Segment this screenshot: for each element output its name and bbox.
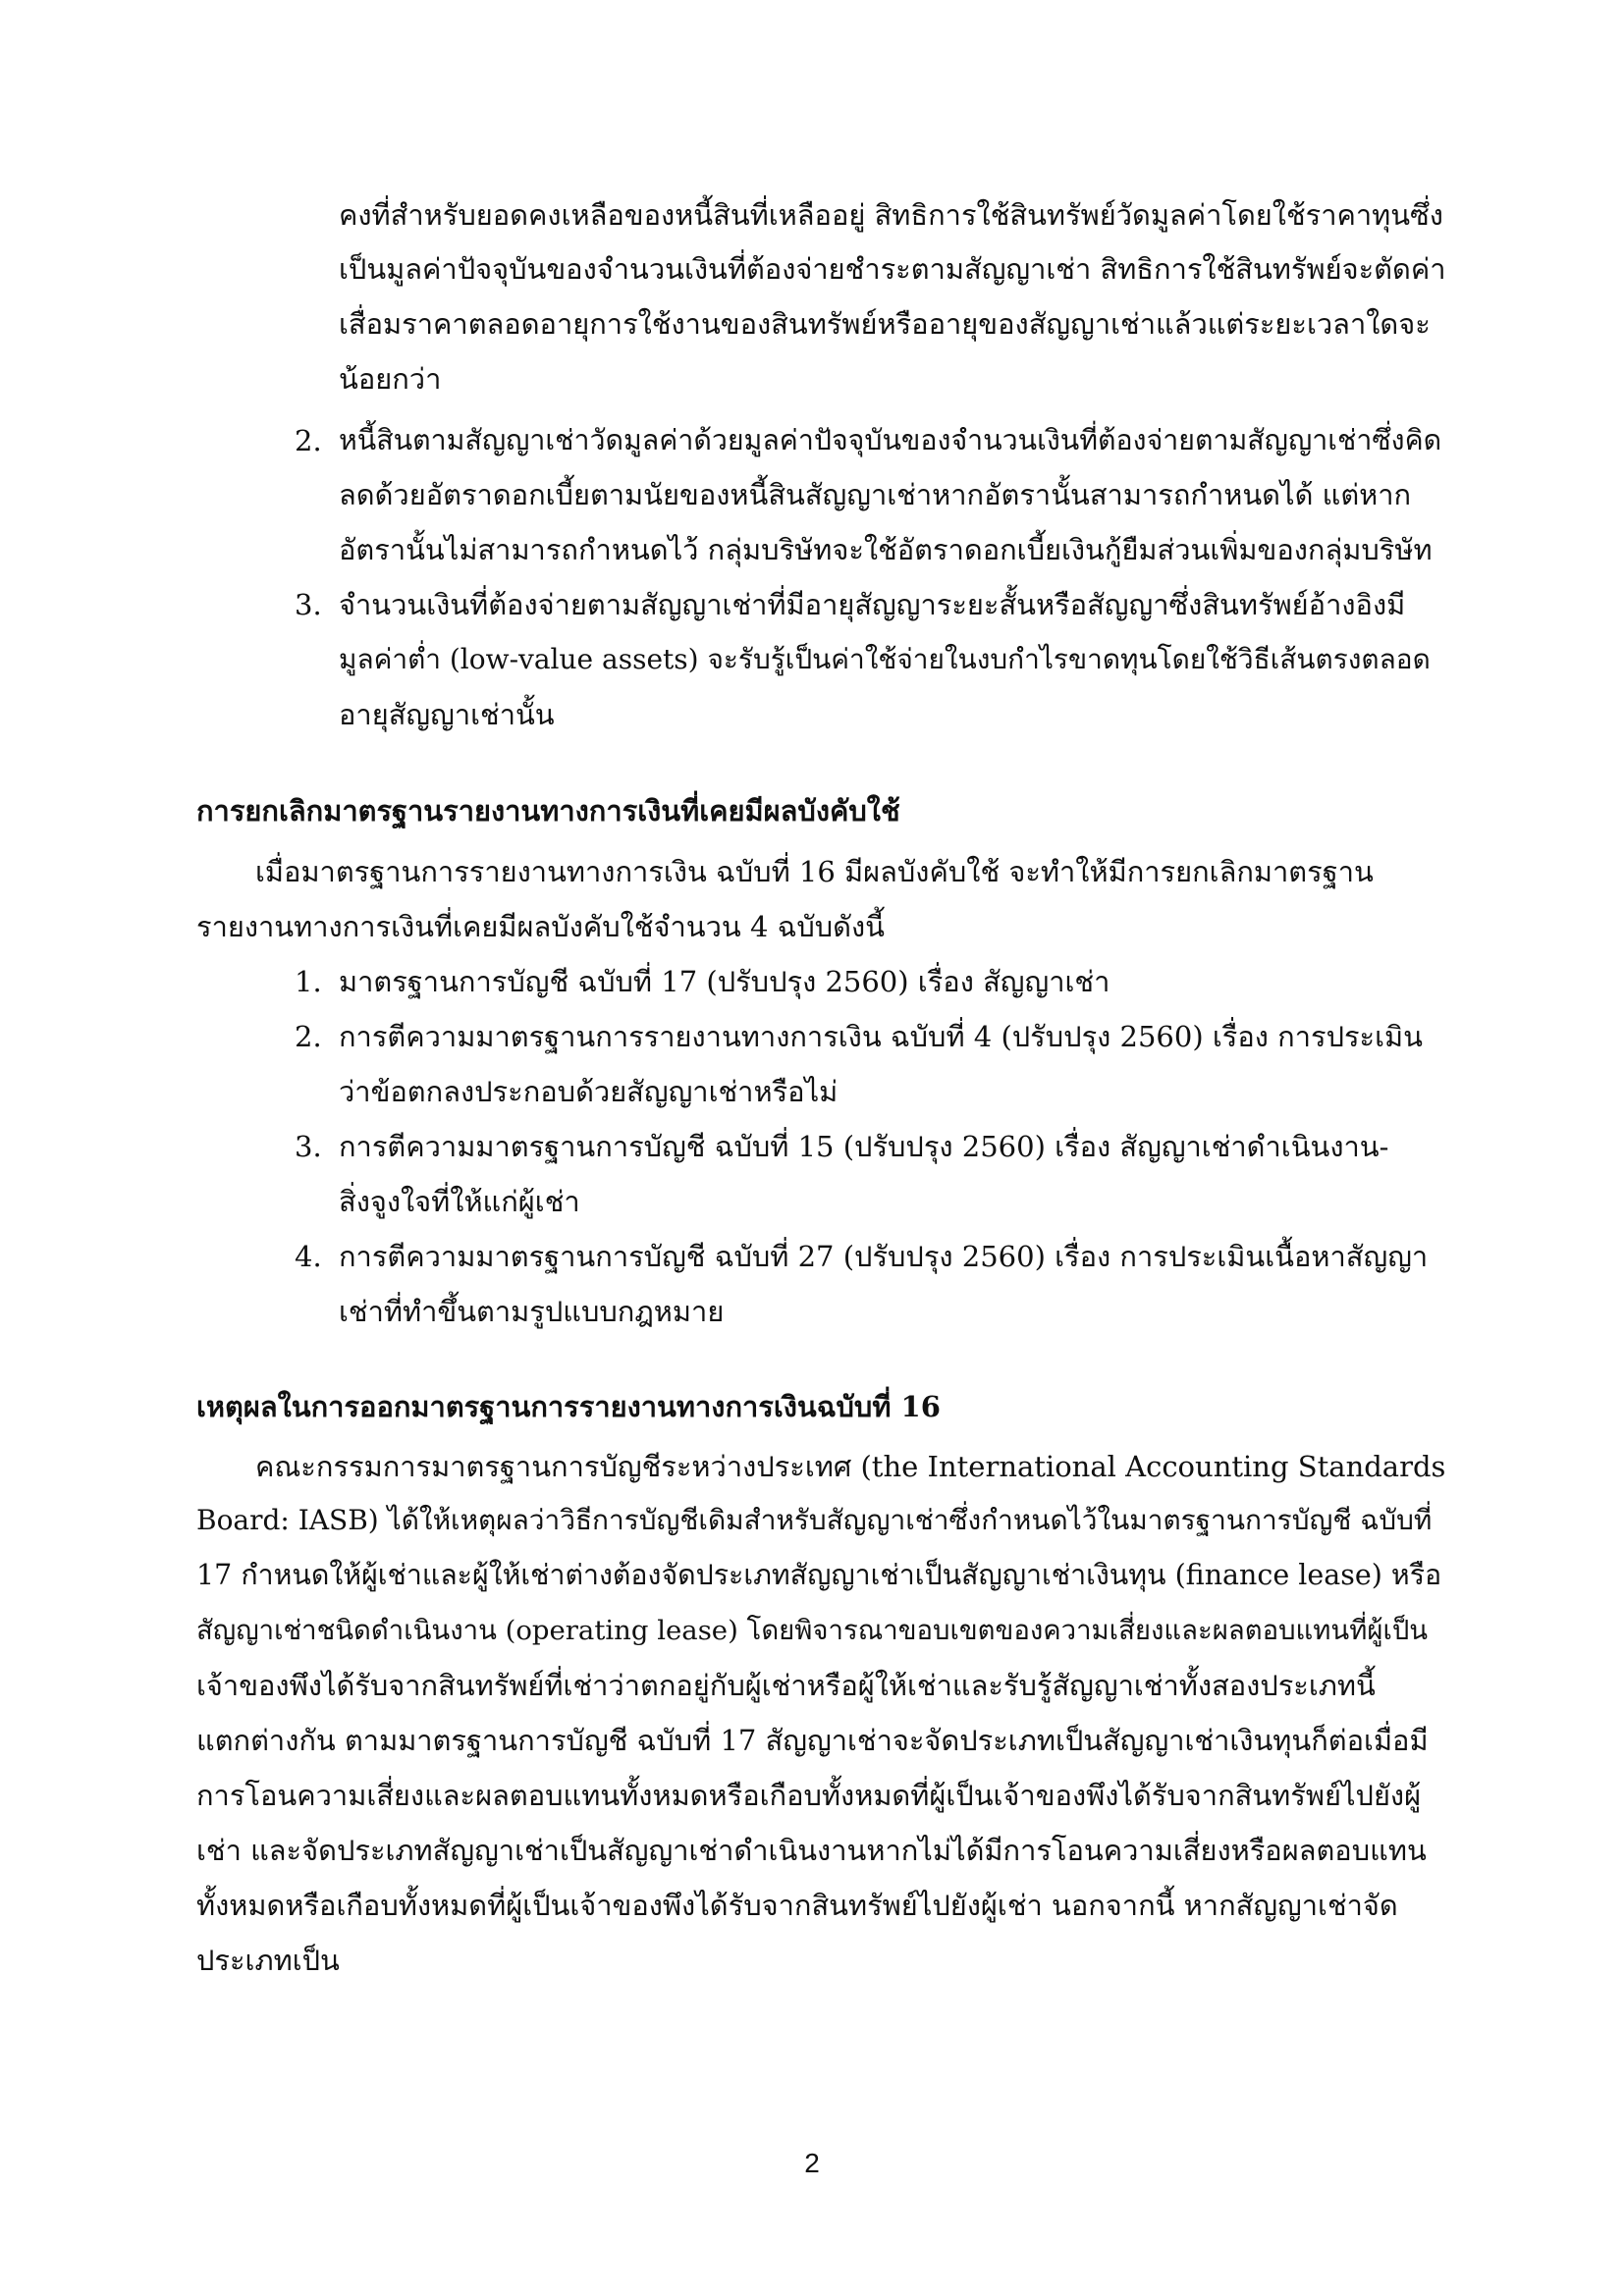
paragraph-line: สัญญาเช่าชนิดดำเนินงาน (operating lease) โดยพิจารณาขอบเขตของความเสี่ยงและผลตอบแทนที่ผู้เป็น [196,1615,1429,1646]
list-item-line: การตีความมาตรฐานการรายงานทางการเงิน ฉบับที่ 4 (ปรับปรุง 2560) เรื่อง การประเมิน [339,1020,1423,1053]
paragraph-line: แตกต่างกัน ตามมาตรฐานการบัญชี ฉบับที่ 17 สัญญาเช่าจะจัดประเภทเป็นสัญญาเช่าเงินทุนก็ต่อเมื่อมี [196,1724,1429,1757]
paragraph-line: คงที่สำหรับยอดคงเหลือของหนี้สินที่เหลืออยู่ สิทธิการใช้สินทรัพย์วัดมูลค่าโดยใช้ราคาทุนซึ่ง [339,198,1443,232]
paragraph-line: เป็นมูลค่าปัจจุบันของจำนวนเงินที่ต้องจ่ายชำระตามสัญญาเช่า สิทธิการใช้สินทรัพย์จะตัดค่า [339,252,1446,286]
list-item-line: อายุสัญญาเช่านั้น [339,698,555,731]
section-heading: เหตุผลในการออกมาตรฐานการรายงานทางการเงินฉบับที่ 16 [196,1390,941,1423]
list-item-line: สิ่งจูงใจที่ให้แก่ผู้เช่า [339,1185,580,1218]
list-item-line: จำนวนเงินที่ต้องจ่ายตามสัญญาเช่าที่มีอายุสัญญาระยะสั้นหรือสัญญาซึ่งสินทรัพย์อ้างอิงมี [339,588,1406,621]
list-item-line: อัตรานั้นไม่สามารถกำหนดไว้ กลุ่มบริษัทจะใช้อัตราดอกเบี้ยเงินกู้ยืมส่วนเพิ่มของกลุ่มบริษัท [339,533,1433,566]
list-item-line: มาตรฐานการบัญชี ฉบับที่ 17 (ปรับปรุง 2560) เรื่อง สัญญาเช่า [339,965,1110,998]
paragraph-line: น้อยกว่า [339,362,442,396]
paragraph-line: เมื่อมาตรฐานการรายงานทางการเงิน ฉบับที่ 16 มีผลบังคับใช้ จะทำให้มีการยกเลิกมาตรฐาน [255,855,1374,888]
paragraph-line: รายงานทางการเงินที่เคยมีผลบังคับใช้จำนวน 4 ฉบับดังนี้ [196,910,885,943]
list-item-number: 1. [295,965,322,998]
paragraph-line: ประเภทเป็น [196,1944,340,1977]
list-item-line: การตีความมาตรฐานการบัญชี ฉบับที่ 15 (ปรับปรุง 2560) เรื่อง สัญญาเช่าดำเนินงาน- [339,1130,1389,1163]
list-item-number: 4. [295,1240,322,1273]
paragraph-line: เสื่อมราคาตลอดอายุการใช้งานของสินทรัพย์หรืออายุของสัญญาเช่าแล้วแต่ระยะเวลาใดจะ [339,307,1431,341]
paragraph-line: Board: IASB) ได้ให้เหตุผลว่าวิธีการบัญชีเดิมสำหรับสัญญาเช่าซึ่งกำหนดไว้ในมาตรฐานการบัญชี ฉบับที่ [196,1504,1433,1536]
list-item-line: มูลค่าต่ำ (low-value assets) จะรับรู้เป็นค่าใช้จ่ายในงบกำไรขาดทุนโดยใช้วิธีเส้นตรงตลอด [339,643,1431,675]
paragraph-line: คณะกรรมการมาตรฐานการบัญชีระหว่างประเทศ (the International Accounting Standards [255,1450,1446,1483]
paragraph-line: ทั้งหมดหรือเกือบทั้งหมดที่ผู้เป็นเจ้าของพึงได้รับจากสินทรัพย์ไปยังผู้เช่า นอกจากนี้ หากสัญญาเช่าจัด [196,1889,1398,1922]
list-item-line: การตีความมาตรฐานการบัญชี ฉบับที่ 27 (ปรับปรุง 2560) เรื่อง การประเมินเนื้อหาสัญญา [339,1240,1429,1273]
paragraph-line: เจ้าของพึงได้รับจากสินทรัพย์ที่เช่าว่าตกอยู่กับผู้เช่าหรือผู้ให้เช่าและรับรู้สัญญาเช่าทั้งสองประเภทนี้ [196,1669,1376,1702]
paragraph-line: การโอนความเสี่ยงและผลตอบแทนทั้งหมดหรือเกือบทั้งหมดที่ผู้เป็นเจ้าของพึงได้รับจากสินทรัพย์ไปยังผู้ [196,1779,1422,1812]
section-heading: การยกเลิกมาตรฐานรายงานทางการเงินที่เคยมีผลบังคับใช้ [196,794,900,828]
list-item-line: เช่าที่ทำขึ้นตามรูปแบบกฎหมาย [339,1295,725,1328]
list-item-number: 2. [295,424,322,457]
paragraph-line: เช่า และจัดประเภทสัญญาเช่าเป็นสัญญาเช่าดำเนินงานหากไม่ได้มีการโอนความเสี่ยงหรือผลตอบแทน [196,1834,1427,1867]
list-item-number: 3. [295,1130,322,1163]
list-item-number: 3. [295,588,322,621]
list-item-line: ว่าข้อตกลงประกอบด้วยสัญญาเช่าหรือไม่ [339,1075,839,1108]
list-item-line: ลดด้วยอัตราดอกเบี้ยตามนัยของหนี้สินสัญญาเช่าหากอัตรานั้นสามารถกำหนดได้ แต่หาก [339,478,1412,511]
page-number: 2 [804,2148,820,2178]
list-item-line: หนี้สินตามสัญญาเช่าวัดมูลค่าด้วยมูลค่าปัจจุบันของจำนวนเงินที่ต้องจ่ายตามสัญญาเช่าซึ่งคิด [339,424,1442,456]
list-item-number: 2. [295,1020,322,1053]
paragraph-line: 17 กำหนดให้ผู้เช่าและผู้ให้เช่าต่างต้องจัดประเภทสัญญาเช่าเป็นสัญญาเช่าเงินทุน (finance lease) หรือ [196,1559,1442,1591]
